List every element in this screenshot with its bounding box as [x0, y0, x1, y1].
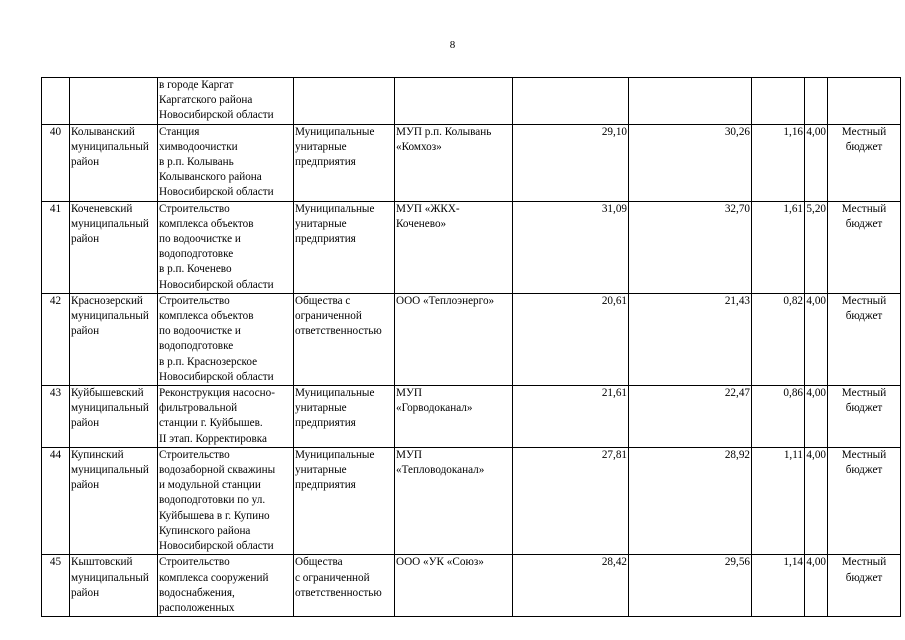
cell-org: МУП «Тепловодоканал»	[395, 447, 513, 554]
cell-org-type: Муниципальные унитарные предприятия	[294, 124, 395, 201]
cell-source: Местный бюджет	[828, 386, 901, 448]
cell-org-type: Муниципальные унитарные предприятия	[294, 201, 395, 293]
cell-val1: 28,42	[513, 555, 629, 617]
cell-source: Местный бюджет	[828, 447, 901, 554]
cell-org: МУП р.п. Колывань «Комхоз»	[395, 124, 513, 201]
cell-project: Строительство комплекса объектов по водоочистке и водоподготовке в р.п. Краснозерское Новосибирской области	[158, 293, 294, 385]
cell-val1: 20,61	[513, 293, 629, 385]
cell-val1: 21,61	[513, 386, 629, 448]
cell-diff: 0,86	[752, 386, 805, 448]
cell-source: Местный бюджет	[828, 555, 901, 617]
cell-district: Купинский муниципальный район	[70, 447, 158, 554]
cell-val1: 29,10	[513, 124, 629, 201]
cell-project: Строительство комплекса объектов по водоочистке и водоподготовке в р.п. Коченево Новосибирской области	[158, 201, 294, 293]
investment-table	[41, 77, 901, 617]
cell-org-type: Общества с ограниченной ответственностью	[294, 555, 395, 617]
cell-org-type: Муниципальные унитарные предприятия	[294, 386, 395, 448]
cell-org: ООО «Теплоэнерго»	[395, 293, 513, 385]
cell-district: Колыванский муниципальный район	[70, 124, 158, 201]
cell-source: Местный бюджет	[828, 293, 901, 385]
cell-num: 42	[42, 293, 70, 385]
cell-val2: 29,56	[629, 555, 752, 617]
table-row	[42, 386, 901, 448]
page-number: 8	[449, 39, 456, 51]
cell-diff: 1,14	[752, 555, 805, 617]
cell-num: 43	[42, 386, 70, 448]
cell-rate: 4,00	[805, 293, 828, 385]
cell-rate: 4,00	[805, 386, 828, 448]
cell-rate	[805, 78, 828, 125]
table-row	[42, 124, 901, 201]
cell-diff: 1,16	[752, 124, 805, 201]
cell-project: Станция химводоочистки в р.п. Колывань Колыванского района Новосибирской области	[158, 124, 294, 201]
cell-val2: 22,47	[629, 386, 752, 448]
cell-val1: 31,09	[513, 201, 629, 293]
cell-diff: 1,61	[752, 201, 805, 293]
cell-org-type: Общества с ограниченной ответственностью	[294, 293, 395, 385]
cell-project: Строительство комплекса сооружений водоснабжения, расположенных	[158, 555, 294, 617]
cell-org	[395, 78, 513, 125]
cell-project: Строительство водозаборной скважины и модульной станции водоподготовки по ул. Куйбышева в г. Купино Купинского района Новосибирской области	[158, 447, 294, 554]
cell-district: Коченевский муниципальный район	[70, 201, 158, 293]
cell-district: Куйбышевский муниципальный район	[70, 386, 158, 448]
cell-num: 41	[42, 201, 70, 293]
cell-district: Кыштовский муниципальный район	[70, 555, 158, 617]
cell-rate: 4,00	[805, 555, 828, 617]
table-row	[42, 555, 901, 617]
cell-rate: 4,00	[805, 447, 828, 554]
cell-num: 45	[42, 555, 70, 617]
cell-diff: 0,82	[752, 293, 805, 385]
cell-val2: 28,92	[629, 447, 752, 554]
cell-project: Реконструкция насосно- фильтровальной станции г. Куйбышев. II этап. Корректировка	[158, 386, 294, 448]
cell-source	[828, 78, 901, 125]
cell-val1: 27,81	[513, 447, 629, 554]
table-row	[42, 201, 901, 293]
cell-num	[42, 78, 70, 125]
cell-rate: 4,00	[805, 124, 828, 201]
cell-val2: 21,43	[629, 293, 752, 385]
cell-diff: 1,11	[752, 447, 805, 554]
cell-num: 44	[42, 447, 70, 554]
cell-district: Краснозерский муниципальный район	[70, 293, 158, 385]
cell-rate: 5,20	[805, 201, 828, 293]
table-row	[42, 447, 901, 554]
cell-org: МУП «ЖКХ- Коченево»	[395, 201, 513, 293]
cell-district	[70, 78, 158, 125]
table-row-continuation	[42, 78, 901, 125]
cell-org: ООО «УК «Союз»	[395, 555, 513, 617]
cell-val2: 30,26	[629, 124, 752, 201]
cell-org: МУП «Горводоканал»	[395, 386, 513, 448]
cell-org-type	[294, 78, 395, 125]
cell-val2: 32,70	[629, 201, 752, 293]
cell-source: Местный бюджет	[828, 124, 901, 201]
cell-org-type: Муниципальные унитарные предприятия	[294, 447, 395, 554]
cell-val2	[629, 78, 752, 125]
cell-project: в городе Каргат Каргатского района Новосибирской области	[158, 78, 294, 125]
table-row	[42, 293, 901, 385]
cell-diff	[752, 78, 805, 125]
cell-source: Местный бюджет	[828, 201, 901, 293]
cell-val1	[513, 78, 629, 125]
cell-num: 40	[42, 124, 70, 201]
